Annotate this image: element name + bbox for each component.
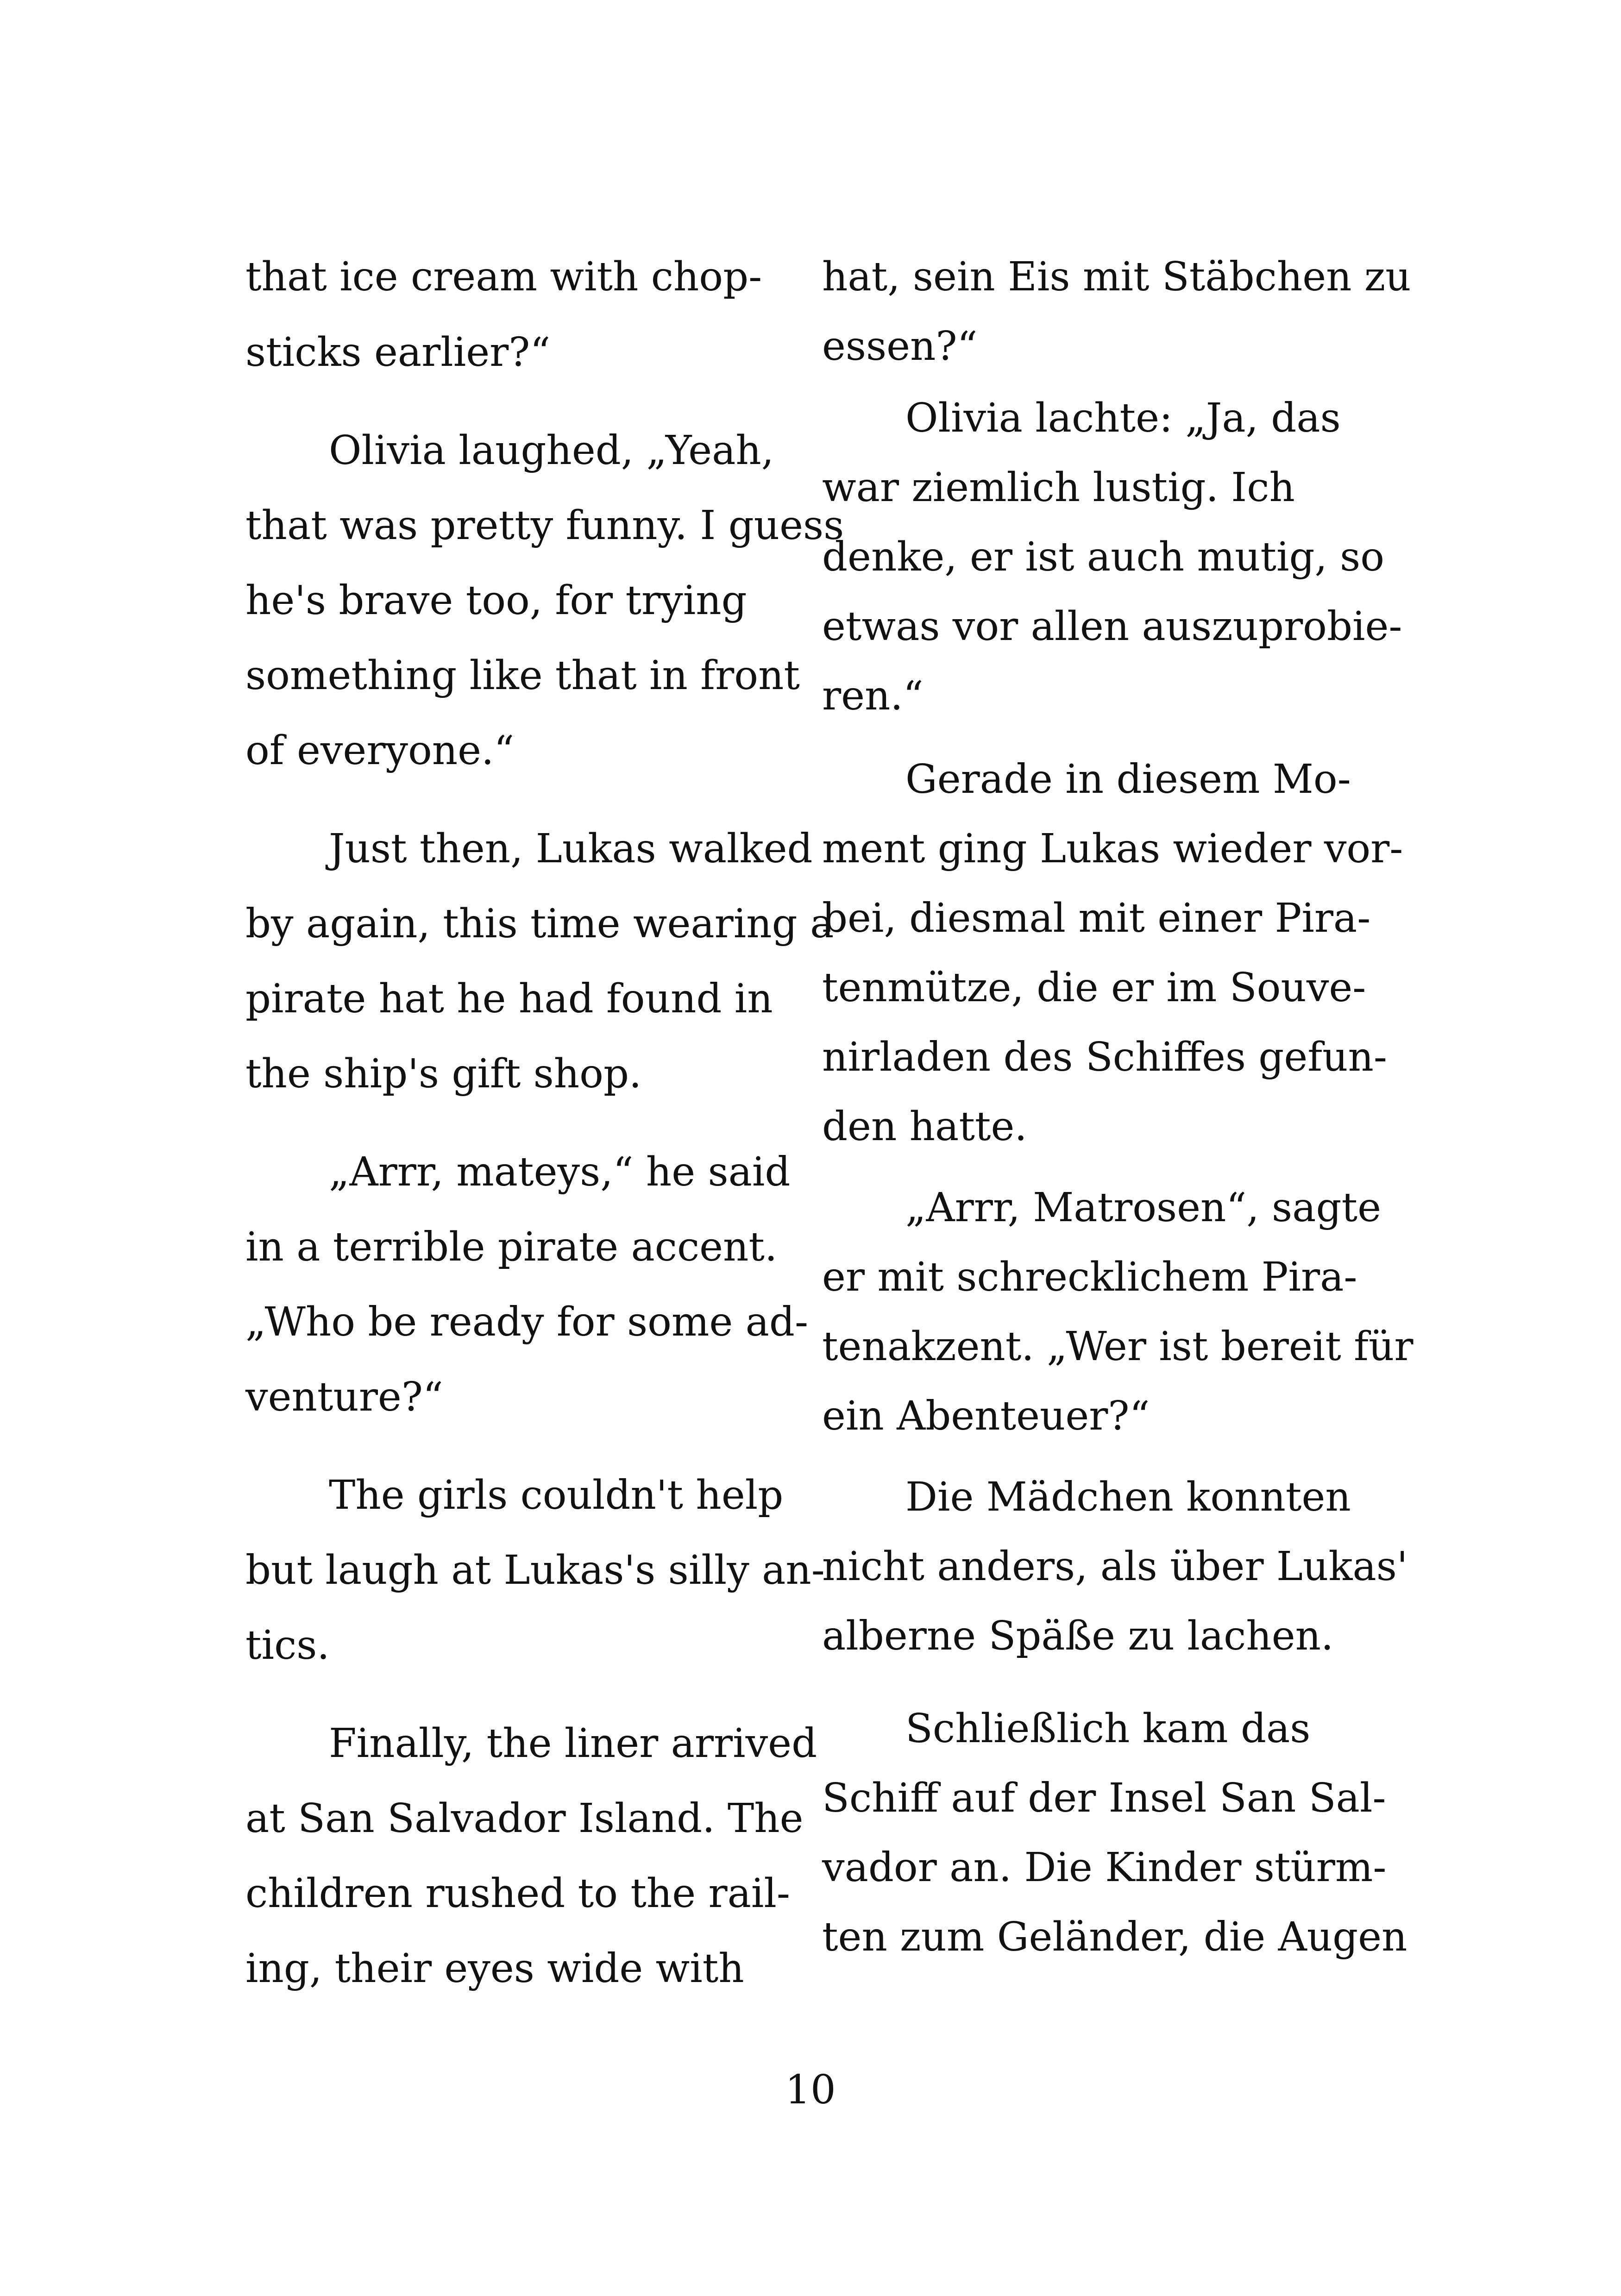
english-line: in a terrible pirate accent.: [245, 1224, 778, 1270]
english-line: of everyone.“: [245, 728, 515, 774]
german-line: ren.“: [822, 673, 924, 719]
page-number: 10: [785, 2067, 836, 2113]
english-line: pirate hat he had found in: [245, 976, 773, 1022]
english-line: Finally, the liner arrived: [329, 1720, 817, 1767]
german-line: tenmütze, die er im Souve-: [822, 965, 1366, 1011]
german-line: ein Abenteuer?“: [822, 1393, 1150, 1439]
german-line: hat, sein Eis mit Stäbchen zu: [822, 254, 1411, 300]
german-line: Gerade in diesem Mo-: [905, 756, 1351, 803]
english-line: tics.: [245, 1622, 330, 1669]
english-line: Olivia laughed, „Yeah,: [329, 427, 774, 474]
english-line: he's brave too, for trying: [245, 577, 747, 624]
english-line: but laugh at Lukas's silly an-: [245, 1547, 825, 1593]
english-line: sticks earlier?“: [245, 329, 551, 376]
german-line: „Arrr, Matrosen“, sagte: [905, 1185, 1381, 1231]
german-line: nirladen des Schiffes gefun-: [822, 1034, 1387, 1080]
english-line: The girls couldn't help: [329, 1472, 784, 1518]
german-line: essen?“: [822, 323, 978, 370]
german-line: nicht anders, als über Lukas': [822, 1543, 1408, 1590]
english-line: children rushed to the rail-: [245, 1870, 790, 1917]
english-line: Just then, Lukas walked: [329, 826, 813, 872]
german-line: Schiff auf der Insel San Sal-: [822, 1775, 1386, 1821]
german-line: Olivia lachte: „Ja, das: [905, 395, 1341, 441]
german-line: etwas vor allen auszuprobie-: [822, 603, 1402, 650]
english-line: by again, this time wearing a: [245, 901, 834, 947]
german-line: Die Mädchen konnten: [905, 1474, 1351, 1520]
german-line: den hatte.: [822, 1104, 1027, 1150]
english-line: „Arrr, mateys,“ he said: [329, 1149, 791, 1195]
german-line: vador an. Die Kinder stürm-: [822, 1844, 1387, 1891]
english-line: that ice cream with chop-: [245, 254, 762, 300]
english-line: something like that in front: [245, 652, 800, 699]
german-line: ten zum Geländer, die Augen: [822, 1914, 1407, 1960]
german-line: tenakzent. „Wer ist bereit für: [822, 1324, 1414, 1370]
english-line: that was pretty funny. I guess: [245, 502, 844, 549]
german-line: er mit schrecklichem Pira-: [822, 1254, 1357, 1300]
german-line: ment ging Lukas wieder vor-: [822, 826, 1403, 872]
english-line: „Who be ready for some ad-: [245, 1299, 809, 1345]
english-line: the ship's gift shop.: [245, 1051, 642, 1097]
german-line: denke, er ist auch mutig, so: [822, 534, 1385, 580]
german-line: war ziemlich lustig. Ich: [822, 464, 1295, 511]
german-line: Schließlich kam das: [905, 1706, 1311, 1752]
english-line: venture?“: [245, 1374, 443, 1420]
english-line: at San Salvador Island. The: [245, 1795, 804, 1842]
english-line: ing, their eyes wide with: [245, 1945, 744, 1992]
german-line: alberne Späße zu lachen.: [822, 1613, 1334, 1659]
german-line: bei, diesmal mit einer Pira-: [822, 895, 1371, 941]
